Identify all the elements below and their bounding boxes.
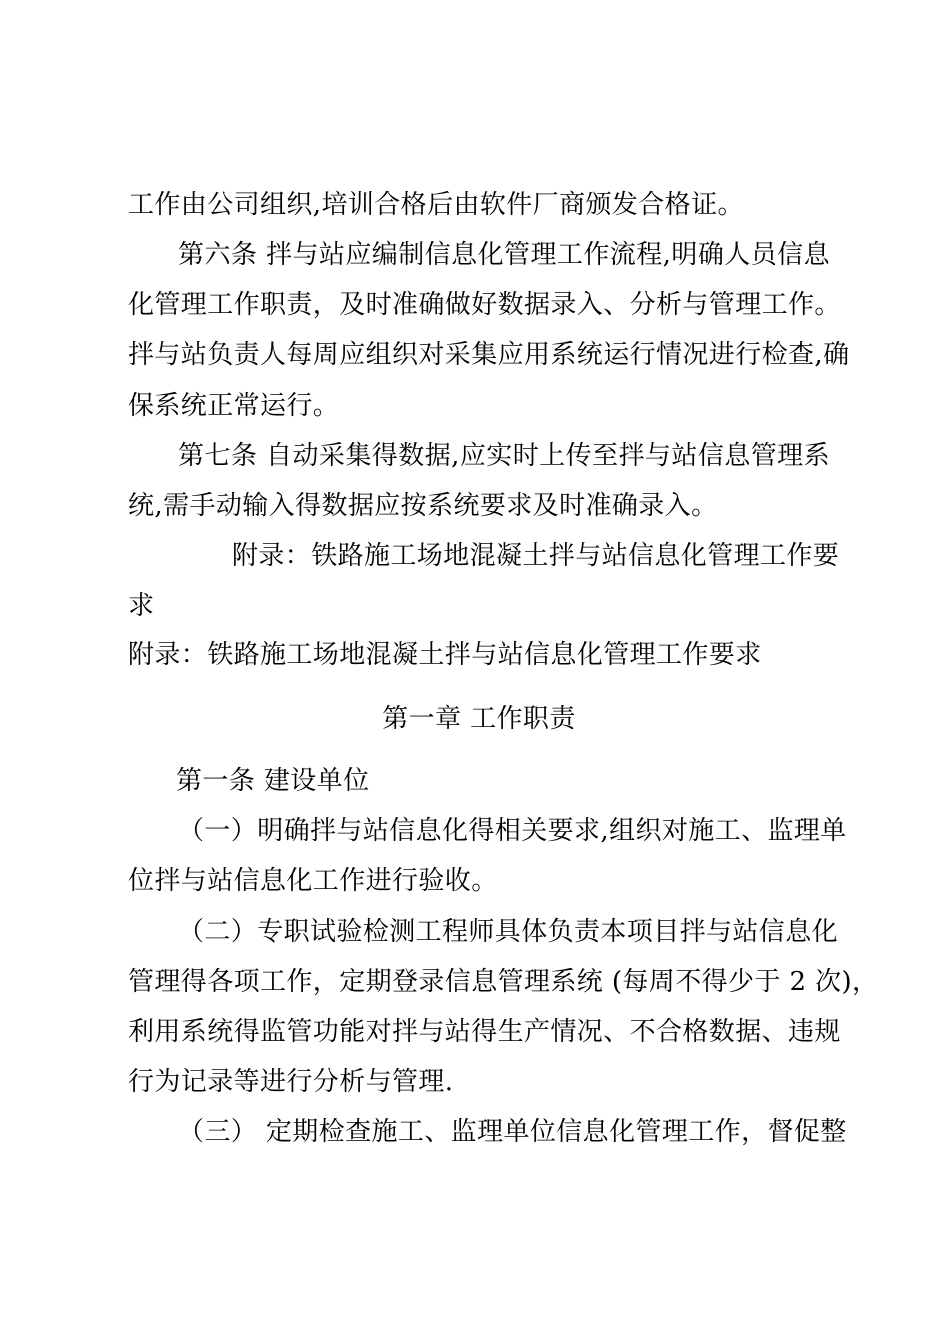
paragraph-line: 化管理工作职责，及时准确做好数据录入、分析与管理工作。 bbox=[128, 290, 841, 320]
paragraph-line: 保系统正常运行。 bbox=[128, 391, 340, 421]
paragraph-line: 工作由公司组织,培训合格后由软件厂商颁发合格证。 bbox=[128, 190, 744, 220]
paragraph-line: 位拌与站信息化工作进行验收。 bbox=[128, 866, 498, 896]
article-seven-line: 第七条 自动采集得数据,应实时上传至拌与站信息管理系 bbox=[178, 441, 830, 471]
paragraph-line: 拌与站负责人每周应组织对采集应用系统运行情况进行检查,确 bbox=[128, 340, 850, 370]
paragraph-line: 管理得各项工作，定期登录信息管理系统 (每周不得少于 2 次)， bbox=[128, 967, 879, 997]
article-six-line: 第六条 拌与站应编制信息化管理工作流程,明确人员信息 bbox=[178, 240, 830, 270]
appendix-heading-line: 附录：铁路施工场地混凝土拌与站信息化管理工作要 bbox=[232, 541, 840, 571]
chapter-title: 第一章 工作职责 bbox=[382, 704, 576, 734]
appendix-heading-line: 求 bbox=[128, 591, 155, 621]
paragraph-line: 利用系统得监管功能对拌与站得生产情况、不合格数据、违规 bbox=[128, 1017, 841, 1047]
paragraph-line: 行为记录等进行分析与管理. bbox=[128, 1067, 454, 1097]
appendix-title: 附录：铁路施工场地混凝土拌与站信息化管理工作要求 bbox=[128, 640, 762, 670]
paragraph-line: 统,需手动输入得数据应按系统要求及时准确录入。 bbox=[128, 491, 718, 521]
article-one-title: 第一条 建设单位 bbox=[176, 766, 370, 796]
clause-one-line: （一）明确拌与站信息化得相关要求,组织对施工、监理单 bbox=[178, 816, 847, 846]
clause-three-line: （三） 定期检查施工、监理单位信息化管理工作，督促整 bbox=[178, 1117, 847, 1147]
clause-two-line: （二）专职试验检测工程师具体负责本项目拌与站信息化 bbox=[178, 917, 839, 947]
